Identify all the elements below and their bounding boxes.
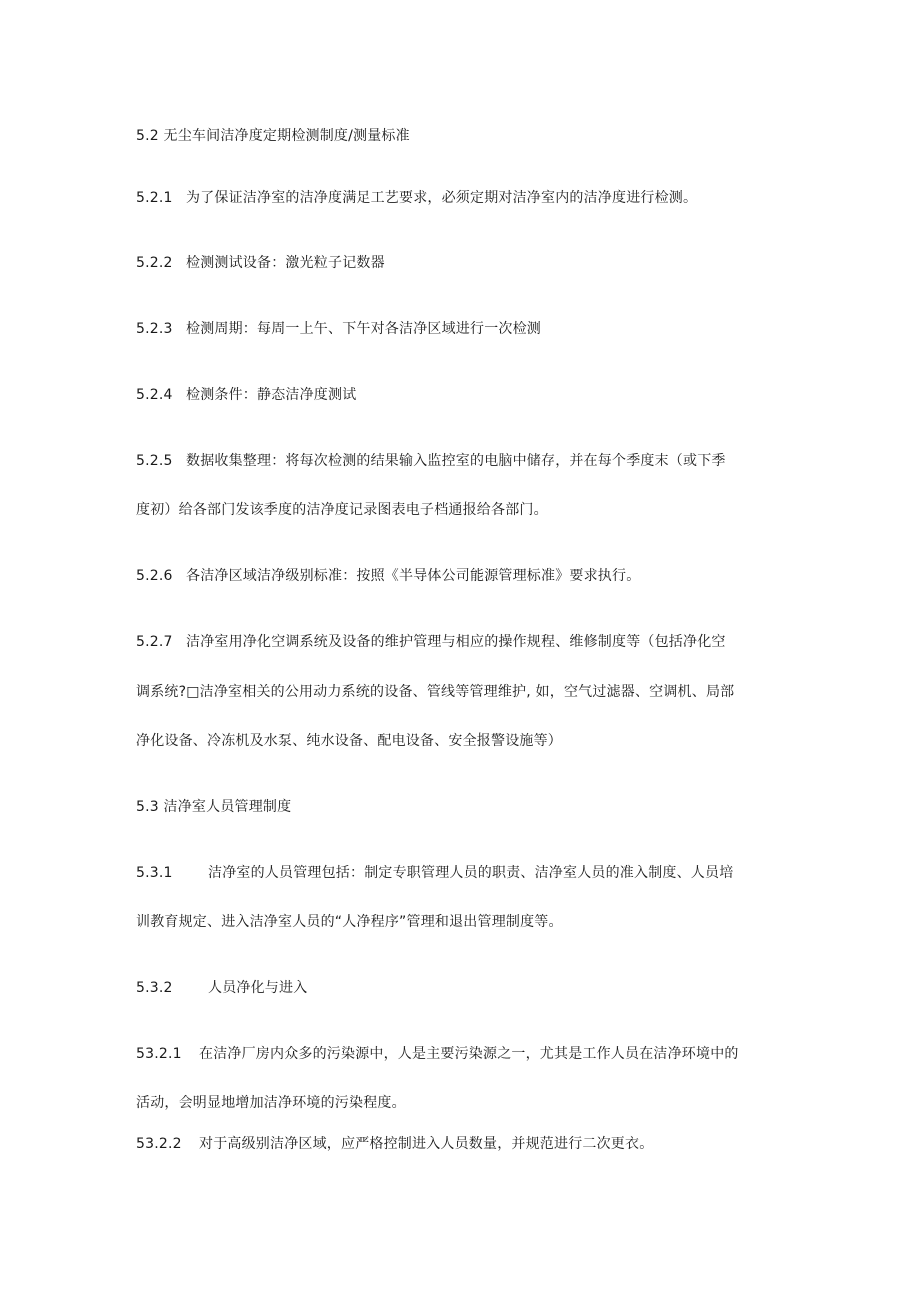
- clause-number: 5.2.6: [136, 568, 173, 584]
- clause-number: 5.2.2: [136, 255, 173, 271]
- clause-number: 5.3.2: [136, 980, 173, 996]
- section-heading-5-3: 5.3 洁净室人员管理制度: [136, 799, 292, 815]
- clause-number: 5.3.1: [136, 865, 173, 881]
- paragraph-text: 对于高级别洁净区域，应严格控制进入人员数量，并规范进行二次更衣。: [199, 1136, 654, 1152]
- paragraph-5-3-2-1-continuation: 活动，会明显地增加洁净环境的污染程度。: [136, 1095, 406, 1111]
- paragraph-text: 洁净室用净化空调系统及设备的维护管理与相应的操作规程、维修制度等（包括净化空: [186, 634, 726, 650]
- paragraph-text: 检测条件：静态洁净度测试: [186, 387, 357, 403]
- paragraph-5-2-3: [136, 319, 541, 339]
- clause-number: 53.2.2: [136, 1136, 182, 1152]
- paragraph-5-2-7: [136, 632, 726, 652]
- paragraph-5-2-7-continuation-1: 调系统?□洁净室相关的公用动力系统的设备、管线等管理维护, 如，空气过滤器、空调机、局部: [136, 684, 735, 700]
- paragraph-text: 在洁净厂房内众多的污染源中，人是主要污染源之一，尤其是工作人员在洁净环境中的: [199, 1046, 739, 1062]
- clause-number: 5.2.1: [136, 190, 173, 206]
- paragraph-text: 数据收集整理：将每次检测的结果输入监控室的电脑中储存，并在每个季度末（或下季: [186, 453, 726, 469]
- paragraph-5-3-1: [136, 863, 733, 883]
- clause-number: 5.2.5: [136, 453, 173, 469]
- paragraph-5-3-2: [136, 978, 307, 998]
- paragraph-text: 为了保证洁净室的洁净度满足工艺要求，必须定期对洁净室内的洁净度进行检测。: [186, 190, 698, 206]
- paragraph-text: 洁净室的人员管理包括：制定专职管理人员的职责、洁净室人员的准入制度、人员培: [208, 865, 734, 881]
- paragraph-5-2-4: [136, 385, 356, 405]
- section-heading-5-2: 5.2 无尘车间洁净度定期检测制度/测量标准: [136, 128, 410, 144]
- paragraph-5-2-1: [136, 188, 697, 208]
- paragraph-5-2-5: [136, 451, 726, 471]
- paragraph-5-2-5-continuation: 度初）给各部门发该季度的洁净度记录图表电子档通报给各部门。: [136, 502, 548, 518]
- paragraph-5-2-7-continuation-2: 净化设备、冷冻机及水泵、纯水设备、配电设备、安全报警设施等）: [136, 733, 562, 749]
- paragraph-5-3-2-2: [136, 1134, 653, 1154]
- paragraph-5-2-2: [136, 253, 385, 273]
- paragraph-text: 检测周期：每周一上午、下午对各洁净区域进行一次检测: [186, 321, 541, 337]
- paragraph-text: 各洁净区域洁净级别标准：按照《半导体公司能源管理标准》要求执行。: [186, 568, 641, 584]
- clause-number: 53.2.1: [136, 1046, 182, 1062]
- clause-number: 5.2.3: [136, 321, 173, 337]
- paragraph-5-3-2-1: [136, 1044, 739, 1064]
- paragraph-text: 人员净化与进入: [208, 980, 308, 996]
- clause-number: 5.2.4: [136, 387, 173, 403]
- paragraph-5-2-6: [136, 566, 640, 586]
- paragraph-text: 检测测试设备：激光粒子记数器: [186, 255, 385, 271]
- paragraph-5-3-1-continuation: 训教育规定、进入洁净室人员的“人净程序”管理和退出管理制度等。: [136, 914, 563, 930]
- clause-number: 5.2.7: [136, 634, 173, 650]
